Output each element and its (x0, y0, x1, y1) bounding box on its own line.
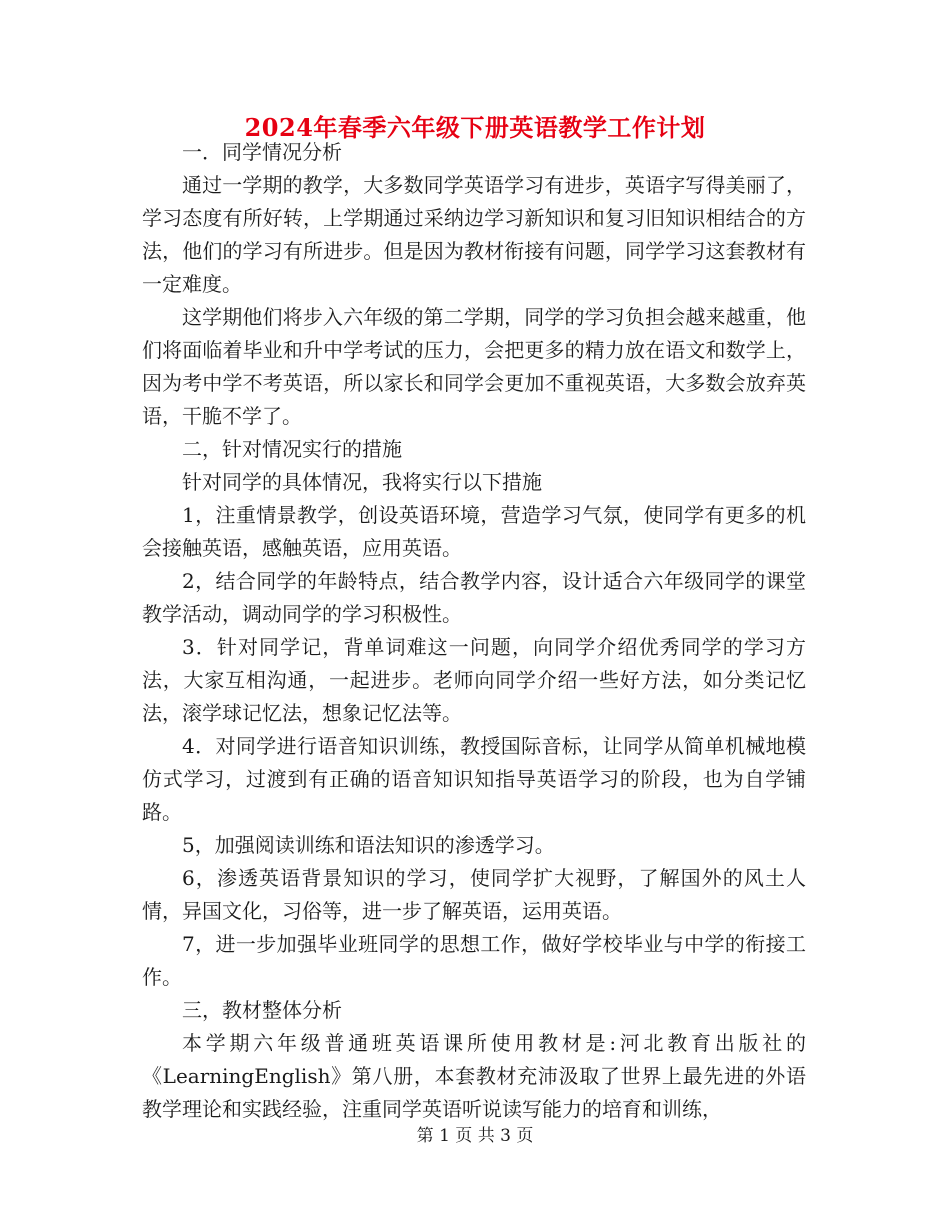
list-item: 1，注重情景教学，创设英语环境，营造学习气氛，使同学有更多的机会接触英语，感触英语，应用英语。 (142, 503, 806, 560)
page-number: 第 1 页 共 3 页 (416, 1126, 534, 1146)
document-title: 2024年春季六年级下册英语教学工作计划 (244, 113, 706, 142)
document-body (142, 136, 806, 1126)
paragraph: 本学期六年级普通班英语课所使用教材是:河北教育出版社的《LearningEnglish》第八册，本套教材充沛汲取了世界上最先进的外语教学理论和实践经验，注重同学英语听说读写能力的培育和训练， (142, 1031, 806, 1121)
list-item: 3．针对同学记，背单词难这一问题，向同学介绍优秀同学的学习方法，大家互相沟通，一起进步。老师向同学介绍一些好方法，如分类记忆法，滚学球记忆法，想象记忆法等。 (142, 635, 806, 725)
page-footer (0, 1124, 950, 1148)
paragraph: 这学期他们将步入六年级的第二学期，同学的学习负担会越来越重，他们将面临着毕业和升中学考试的压力，会把更多的精力放在语文和数学上，因为考中学不考英语，所以家长和同学会更加不重视英语，大多数会放弃英语，干脆不学了。 (142, 305, 806, 428)
section-heading: 三，教材整体分析 (182, 998, 342, 1022)
list-item: 7，进一步加强毕业班同学的思想工作，做好学校毕业与中学的衔接工作。 (142, 932, 806, 989)
list-item: 4．对同学进行语音知识训练，教授国际音标，让同学从简单机械地模仿式学习，过渡到有正确的语音知识知指导英语学习的阶段，也为自学铺路。 (142, 734, 806, 824)
section-heading: 一．同学情况分析 (182, 140, 342, 164)
list-item: 2，结合同学的年龄特点，结合教学内容，设计适合六年级同学的课堂教学活动，调动同学的学习积极性。 (142, 569, 806, 626)
section-heading: 二，针对情况实行的措施 (182, 437, 402, 461)
list-item: 5，加强阅读训练和语法知识的渗透学习。 (182, 833, 555, 857)
paragraph: 针对同学的具体情况，我将实行以下措施 (182, 470, 542, 494)
paragraph: 通过一学期的教学，大多数同学英语学习有进步，英语字写得美丽了，学习态度有所好转，上学期通过采纳边学习新知识和复习旧知识相结合的方法，他们的学习有所进步。但是因为教材衔接有问题，同学学习这套教材有一定难度。 (142, 173, 806, 296)
list-item: 6，渗透英语背景知识的学习，使同学扩大视野，了解国外的风土人情，异国文化，习俗等，进一步了解英语，运用英语。 (142, 866, 806, 923)
